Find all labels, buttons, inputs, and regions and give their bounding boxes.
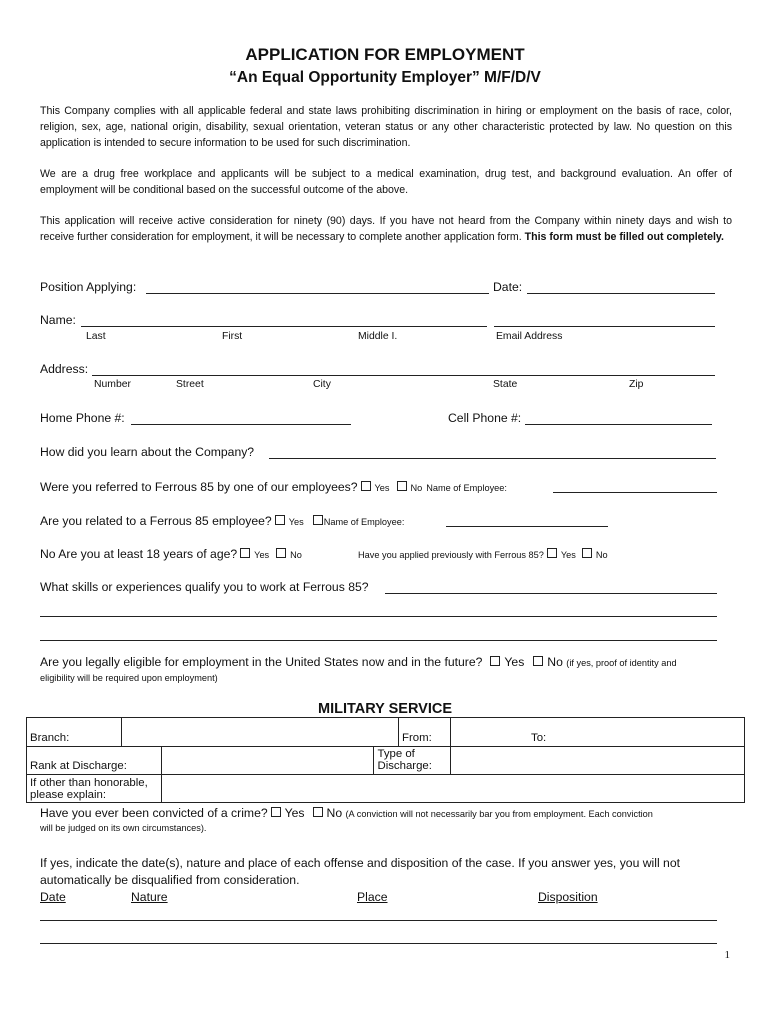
- first-caption: First: [222, 331, 243, 342]
- rank-input[interactable]: [162, 747, 374, 775]
- age-row: [40, 547, 302, 561]
- related-employee-label: Name of Employee:: [323, 517, 405, 527]
- eligible-yes-checkbox[interactable]: [490, 656, 500, 666]
- eligible-note-2: eligibility will be required upon employment): [40, 673, 218, 683]
- crime-row: [40, 806, 653, 820]
- cell-phone-label: Cell Phone #:: [448, 411, 522, 425]
- crime-note: (A conviction will not necessarily bar you from employment. Each conviction: [345, 809, 653, 819]
- crime-date-header: Date: [40, 890, 66, 904]
- skills-input-2[interactable]: [40, 616, 717, 617]
- number-caption: Number: [94, 379, 131, 390]
- related-yes-label: Yes: [288, 517, 304, 527]
- crime-no-label: No: [326, 806, 343, 820]
- referred-yes-label: Yes: [374, 483, 390, 493]
- crime-nature-header: Nature: [131, 890, 168, 904]
- learn-label: How did you learn about the Company?: [40, 445, 255, 459]
- rank-label: Rank at Discharge:: [27, 747, 162, 775]
- drug-free-paragraph: We are a drug free workplace and applicants will be subject to a medical examination, drug test, and background evaluation. An offer of employment will be conditional based on the successful outcome of the above.: [40, 168, 732, 196]
- eligible-row: [40, 655, 677, 669]
- skills-input-1[interactable]: [385, 593, 717, 594]
- date-label: Date:: [493, 280, 523, 294]
- discharge-type-label: Type of Discharge:: [374, 747, 451, 775]
- street-caption: Street: [176, 379, 204, 390]
- other-label: If other than honorable, please explain:: [27, 775, 162, 803]
- age-yes-label: Yes: [254, 550, 270, 560]
- cell-phone-input[interactable]: [525, 424, 712, 425]
- referred-employee-input[interactable]: [553, 492, 717, 493]
- related-name-checkbox[interactable]: [313, 515, 323, 525]
- related-employee-input[interactable]: [446, 526, 608, 527]
- eligible-no-checkbox[interactable]: [533, 656, 543, 666]
- home-phone-input[interactable]: [131, 424, 351, 425]
- address-input[interactable]: [92, 375, 715, 376]
- applied-no-checkbox[interactable]: [582, 548, 592, 558]
- crime-instructions: If yes, indicate the date(s), nature and place of each offense and disposition of the case. If you answer yes, you will not automatically be disqualified from consideration.: [40, 856, 680, 887]
- applied-label: Have you applied previously with Ferrous 85?: [358, 550, 544, 560]
- referred-yes-checkbox[interactable]: [361, 481, 371, 491]
- city-caption: City: [313, 379, 331, 390]
- referred-employee-label: Name of Employee:: [426, 483, 507, 493]
- position-label: Position Applying:: [40, 280, 137, 294]
- other-input[interactable]: [162, 775, 745, 803]
- applied-row: [358, 548, 608, 560]
- crime-no-checkbox[interactable]: [313, 807, 323, 817]
- must-fill-note: This form must be filled out completely.: [524, 231, 724, 243]
- position-input[interactable]: [146, 293, 489, 294]
- form-title: APPLICATION FOR EMPLOYMENT: [245, 45, 525, 64]
- age-no-checkbox[interactable]: [276, 548, 286, 558]
- middle-caption: Middle I.: [358, 331, 398, 342]
- skills-input-3[interactable]: [40, 640, 717, 641]
- address-label: Address:: [40, 362, 89, 376]
- applied-yes-label: Yes: [560, 550, 576, 560]
- eligible-label: Are you legally eligible for employment in the United States now and in the future?: [40, 655, 483, 669]
- page-number: 1: [724, 949, 730, 961]
- crime-note-2: will be judged on its own circumstances).: [40, 823, 207, 833]
- age-label: No Are you at least 18 years of age?: [40, 547, 238, 561]
- discharge-type-input[interactable]: [451, 747, 745, 775]
- crime-yes-checkbox[interactable]: [271, 807, 281, 817]
- last-caption: Last: [86, 331, 106, 342]
- applied-no-label: No: [595, 550, 608, 560]
- military-title: MILITARY SERVICE: [317, 701, 452, 717]
- age-yes-checkbox[interactable]: [240, 548, 250, 558]
- related-row: [40, 514, 404, 528]
- consideration-paragraph: [40, 213, 732, 245]
- skills-label: What skills or experiences qualify you to work at Ferrous 85?: [40, 580, 369, 594]
- state-caption: State: [493, 379, 518, 390]
- form-subtitle: “An Equal Opportunity Employer” M/F/D/V: [229, 69, 541, 86]
- age-no-label: No: [290, 550, 302, 560]
- eligible-no-label: No: [547, 655, 563, 669]
- branch-label: Branch:: [27, 718, 122, 747]
- home-phone-label: Home Phone #:: [40, 411, 125, 425]
- branch-input[interactable]: [122, 718, 399, 747]
- date-input[interactable]: [527, 293, 715, 294]
- email-input[interactable]: [494, 326, 715, 327]
- name-label: Name:: [40, 313, 76, 327]
- related-label: Are you related to a Ferrous 85 employee?: [40, 514, 272, 528]
- referred-label: Were you referred to Ferrous 85 by one of our employees?: [40, 480, 358, 494]
- from-label: From:: [399, 718, 451, 747]
- eeo-paragraph: This Company complies with all applicable federal and state laws prohibiting discrimination in hiring or employment on the basis of race, color, religion, sex, age, national origin, disability, sexual orientation, veteran status or any other characteristic protected by law. No question on this application is intended to secure information to be used for such discrimination.: [40, 105, 732, 149]
- crime-disposition-header: Disposition: [538, 890, 598, 904]
- referred-no-checkbox[interactable]: [397, 481, 407, 491]
- eligible-yes-label: Yes: [504, 655, 525, 669]
- eligible-note: (if yes, proof of identity and: [566, 658, 677, 668]
- applied-yes-checkbox[interactable]: [547, 548, 557, 558]
- learn-input[interactable]: [269, 458, 716, 459]
- military-table: [26, 717, 745, 803]
- crime-input-2[interactable]: [40, 943, 717, 944]
- name-input[interactable]: [81, 326, 487, 327]
- crime-input-1[interactable]: [40, 920, 717, 921]
- related-yes-checkbox[interactable]: [275, 515, 285, 525]
- consideration-text: This application will receive active consideration for ninety (90) days. If you have not heard from the Company within ninety days and wish to receive further consideration for employment, it will be necessary to complete another application form.: [40, 215, 732, 243]
- to-label: To:: [451, 718, 745, 747]
- crime-label: Have you ever been convicted of a crime?: [40, 806, 268, 820]
- zip-caption: Zip: [629, 379, 644, 390]
- referred-row: [40, 480, 507, 494]
- crime-yes-label: Yes: [284, 806, 305, 820]
- email-caption: Email Address: [496, 331, 563, 342]
- crime-place-header: Place: [357, 890, 388, 904]
- referred-no-label: No: [410, 483, 423, 493]
